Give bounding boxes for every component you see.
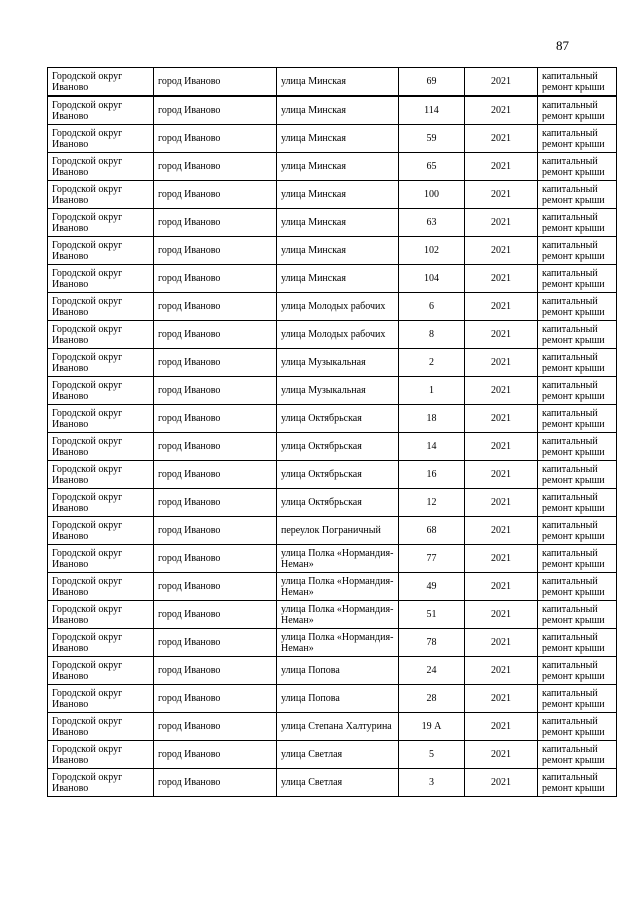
work-type-cell: капитальный ремонт крыши: [538, 629, 617, 657]
house-number-cell: 63: [399, 209, 465, 237]
house-number-cell: 51: [399, 601, 465, 629]
house-number-cell: 12: [399, 489, 465, 517]
city-cell: город Иваново: [154, 741, 277, 769]
work-type-cell: капитальный ремонт крыши: [538, 153, 617, 181]
house-number-cell: 59: [399, 125, 465, 153]
work-type-cell: капитальный ремонт крыши: [538, 685, 617, 713]
district-cell: Городской округ Иваново: [48, 433, 154, 461]
work-type-cell: капитальный ремонт крыши: [538, 573, 617, 601]
year-cell: 2021: [465, 265, 538, 293]
street-cell: улица Попова: [277, 685, 399, 713]
house-number-cell: 104: [399, 265, 465, 293]
table-row: [48, 321, 617, 349]
district-cell: Городской округ Иваново: [48, 377, 154, 405]
table-row: [48, 125, 617, 153]
street-cell: улица Октябрьская: [277, 489, 399, 517]
city-cell: город Иваново: [154, 517, 277, 545]
city-cell: город Иваново: [154, 181, 277, 209]
city-cell: город Иваново: [154, 713, 277, 741]
district-cell: Городской округ Иваново: [48, 685, 154, 713]
street-cell: улица Минская: [277, 237, 399, 265]
year-cell: 2021: [465, 377, 538, 405]
city-cell: город Иваново: [154, 293, 277, 321]
year-cell: 2021: [465, 237, 538, 265]
district-cell: Городской округ Иваново: [48, 293, 154, 321]
city-cell: город Иваново: [154, 629, 277, 657]
table-body: [48, 68, 617, 797]
work-type-cell: капитальный ремонт крыши: [538, 293, 617, 321]
page-number: 87: [556, 38, 569, 53]
year-cell: 2021: [465, 629, 538, 657]
district-cell: Городской округ Иваново: [48, 265, 154, 293]
table-row: [48, 68, 617, 97]
city-cell: город Иваново: [154, 405, 277, 433]
district-cell: Городской округ Иваново: [48, 573, 154, 601]
work-type-cell: капитальный ремонт крыши: [538, 545, 617, 573]
year-cell: 2021: [465, 181, 538, 209]
house-number-cell: 19 А: [399, 713, 465, 741]
year-cell: 2021: [465, 769, 538, 797]
table-row: [48, 153, 617, 181]
district-cell: Городской округ Иваново: [48, 713, 154, 741]
table-row: [48, 601, 617, 629]
year-cell: 2021: [465, 209, 538, 237]
year-cell: 2021: [465, 545, 538, 573]
table-row: [48, 181, 617, 209]
district-cell: Городской округ Иваново: [48, 153, 154, 181]
year-cell: 2021: [465, 489, 538, 517]
work-type-cell: капитальный ремонт крыши: [538, 489, 617, 517]
house-number-cell: 28: [399, 685, 465, 713]
street-cell: улица Октябрьская: [277, 461, 399, 489]
street-cell: улица Полка «Нормандия-Неман»: [277, 629, 399, 657]
year-cell: 2021: [465, 405, 538, 433]
work-type-cell: капитальный ремонт крыши: [538, 377, 617, 405]
city-cell: город Иваново: [154, 657, 277, 685]
work-type-cell: капитальный ремонт крыши: [538, 769, 617, 797]
work-type-cell: капитальный ремонт крыши: [538, 405, 617, 433]
table-row: [48, 265, 617, 293]
table-row: [48, 405, 617, 433]
street-cell: улица Полка «Нормандия-Неман»: [277, 545, 399, 573]
city-cell: город Иваново: [154, 601, 277, 629]
table-row: [48, 237, 617, 265]
house-number-cell: 77: [399, 545, 465, 573]
city-cell: город Иваново: [154, 461, 277, 489]
year-cell: 2021: [465, 461, 538, 489]
work-type-cell: капитальный ремонт крыши: [538, 517, 617, 545]
house-number-cell: 100: [399, 181, 465, 209]
table-row: [48, 713, 617, 741]
city-cell: город Иваново: [154, 237, 277, 265]
street-cell: улица Октябрьская: [277, 405, 399, 433]
district-cell: Городской округ Иваново: [48, 545, 154, 573]
district-cell: Городской округ Иваново: [48, 517, 154, 545]
work-type-cell: капитальный ремонт крыши: [538, 68, 617, 97]
house-number-cell: 78: [399, 629, 465, 657]
table-row: [48, 349, 617, 377]
house-number-cell: 69: [399, 68, 465, 97]
table-row: [48, 769, 617, 797]
street-cell: улица Минская: [277, 181, 399, 209]
work-type-cell: капитальный ремонт крыши: [538, 461, 617, 489]
work-type-cell: капитальный ремонт крыши: [538, 181, 617, 209]
street-cell: улица Светлая: [277, 769, 399, 797]
city-cell: город Иваново: [154, 265, 277, 293]
work-type-cell: капитальный ремонт крыши: [538, 265, 617, 293]
district-cell: Городской округ Иваново: [48, 68, 154, 97]
street-cell: улица Музыкальная: [277, 377, 399, 405]
district-cell: Городской округ Иваново: [48, 601, 154, 629]
table-row: [48, 293, 617, 321]
district-cell: Городской округ Иваново: [48, 96, 154, 125]
table-row: [48, 741, 617, 769]
district-cell: Городской округ Иваново: [48, 349, 154, 377]
district-cell: Городской округ Иваново: [48, 405, 154, 433]
year-cell: 2021: [465, 321, 538, 349]
work-type-cell: капитальный ремонт крыши: [538, 601, 617, 629]
city-cell: город Иваново: [154, 153, 277, 181]
work-type-cell: капитальный ремонт крыши: [538, 321, 617, 349]
district-cell: Городской округ Иваново: [48, 321, 154, 349]
street-cell: улица Светлая: [277, 741, 399, 769]
house-number-cell: 14: [399, 433, 465, 461]
table-row: [48, 517, 617, 545]
city-cell: город Иваново: [154, 321, 277, 349]
street-cell: улица Минская: [277, 68, 399, 97]
work-type-cell: капитальный ремонт крыши: [538, 96, 617, 125]
city-cell: город Иваново: [154, 685, 277, 713]
house-number-cell: 102: [399, 237, 465, 265]
house-number-cell: 6: [399, 293, 465, 321]
table-row: [48, 657, 617, 685]
street-cell: улица Минская: [277, 209, 399, 237]
house-number-cell: 3: [399, 769, 465, 797]
district-cell: Городской округ Иваново: [48, 125, 154, 153]
street-cell: улица Октябрьская: [277, 433, 399, 461]
work-type-cell: капитальный ремонт крыши: [538, 125, 617, 153]
house-number-cell: 18: [399, 405, 465, 433]
house-number-cell: 24: [399, 657, 465, 685]
table-row: [48, 461, 617, 489]
house-number-cell: 8: [399, 321, 465, 349]
year-cell: 2021: [465, 153, 538, 181]
city-cell: город Иваново: [154, 433, 277, 461]
year-cell: 2021: [465, 433, 538, 461]
city-cell: город Иваново: [154, 573, 277, 601]
table-row: [48, 685, 617, 713]
table-row: [48, 629, 617, 657]
house-number-cell: 1: [399, 377, 465, 405]
city-cell: город Иваново: [154, 349, 277, 377]
district-cell: Городской округ Иваново: [48, 657, 154, 685]
house-number-cell: 16: [399, 461, 465, 489]
table-row: [48, 433, 617, 461]
house-number-cell: 68: [399, 517, 465, 545]
district-cell: Городской округ Иваново: [48, 461, 154, 489]
street-cell: улица Музыкальная: [277, 349, 399, 377]
year-cell: 2021: [465, 713, 538, 741]
street-cell: улица Попова: [277, 657, 399, 685]
street-cell: переулок Пограничный: [277, 517, 399, 545]
district-cell: Городской округ Иваново: [48, 489, 154, 517]
city-cell: город Иваново: [154, 96, 277, 125]
street-cell: улица Минская: [277, 96, 399, 125]
year-cell: 2021: [465, 293, 538, 321]
year-cell: 2021: [465, 125, 538, 153]
district-cell: Городской округ Иваново: [48, 769, 154, 797]
street-cell: улица Полка «Нормандия-Неман»: [277, 601, 399, 629]
city-cell: город Иваново: [154, 769, 277, 797]
year-cell: 2021: [465, 573, 538, 601]
city-cell: город Иваново: [154, 209, 277, 237]
district-cell: Городской округ Иваново: [48, 629, 154, 657]
table-row: [48, 489, 617, 517]
street-cell: улица Молодых рабочих: [277, 293, 399, 321]
city-cell: город Иваново: [154, 68, 277, 97]
table-row: [48, 96, 617, 125]
year-cell: 2021: [465, 741, 538, 769]
year-cell: 2021: [465, 685, 538, 713]
city-cell: город Иваново: [154, 545, 277, 573]
work-type-cell: капитальный ремонт крыши: [538, 237, 617, 265]
year-cell: 2021: [465, 517, 538, 545]
district-cell: Городской округ Иваново: [48, 181, 154, 209]
table-row: [48, 545, 617, 573]
year-cell: 2021: [465, 68, 538, 97]
table-row: [48, 573, 617, 601]
work-type-cell: капитальный ремонт крыши: [538, 713, 617, 741]
work-type-cell: капитальный ремонт крыши: [538, 433, 617, 461]
district-cell: Городской округ Иваново: [48, 209, 154, 237]
year-cell: 2021: [465, 96, 538, 125]
year-cell: 2021: [465, 601, 538, 629]
district-cell: Городской округ Иваново: [48, 237, 154, 265]
table-row: [48, 377, 617, 405]
district-cell: Городской округ Иваново: [48, 741, 154, 769]
year-cell: 2021: [465, 657, 538, 685]
work-type-cell: капитальный ремонт крыши: [538, 209, 617, 237]
house-number-cell: 5: [399, 741, 465, 769]
house-number-cell: 65: [399, 153, 465, 181]
city-cell: город Иваново: [154, 489, 277, 517]
work-type-cell: капитальный ремонт крыши: [538, 657, 617, 685]
street-cell: улица Минская: [277, 125, 399, 153]
work-type-cell: капитальный ремонт крыши: [538, 349, 617, 377]
city-cell: город Иваново: [154, 377, 277, 405]
table-row: [48, 209, 617, 237]
street-cell: улица Молодых рабочих: [277, 321, 399, 349]
work-type-cell: капитальный ремонт крыши: [538, 741, 617, 769]
street-cell: улица Минская: [277, 265, 399, 293]
street-cell: улица Степана Халтурина: [277, 713, 399, 741]
street-cell: улица Минская: [277, 153, 399, 181]
house-number-cell: 114: [399, 96, 465, 125]
year-cell: 2021: [465, 349, 538, 377]
street-cell: улица Полка «Нормандия-Неман»: [277, 573, 399, 601]
house-number-cell: 2: [399, 349, 465, 377]
city-cell: город Иваново: [154, 125, 277, 153]
house-number-cell: 49: [399, 573, 465, 601]
repair-schedule-table: [47, 67, 617, 797]
